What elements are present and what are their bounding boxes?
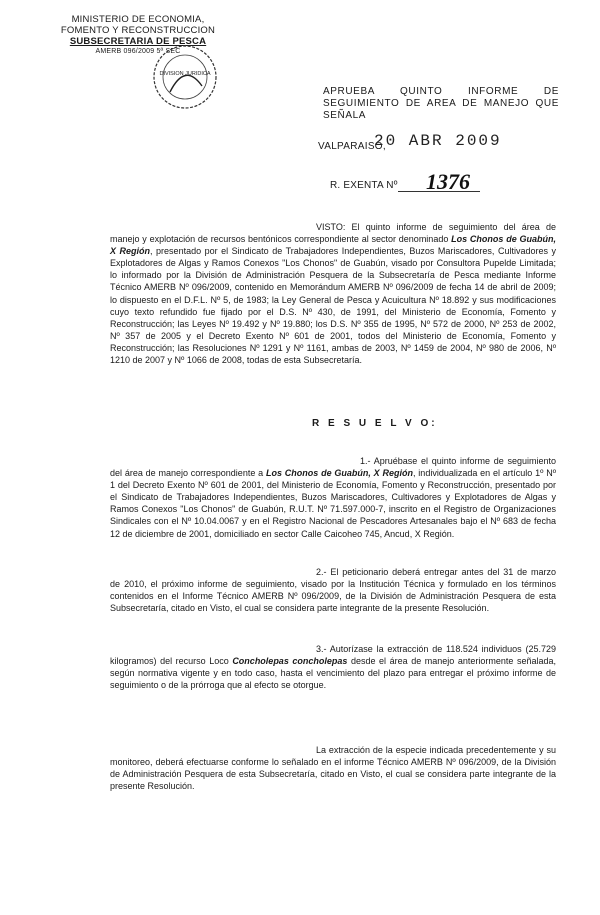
resolution-point-4: La extracción de la especie indicada precedentemente y su monitoreo, deberá efectuarse conforme lo señalado en el informe Técnico AMERB Nº 096/2009, de la División de Administración Pesquera de esta Subsecretaría, citado en Visto, el cual se considera parte integrante de la presente Resolución. (110, 745, 556, 792)
visto-sector: Los Chonos de Guabún, X Región (110, 234, 556, 257)
point-1-rest: , individualizada en el artículo 1º Nº 1 del Decreto Exento Nº 601 de 2001, del Ministerio de Economía, Fomento y Reconstrucción, presentado por el Sindicato de Trabajadores Independientes, Buzos Mariscadores, Cultivadores y Explotadores de Algas y Ramos Conexos "Los Chonos" de Guabún, R.U.T. Nº 71.597.000-7, inscrito en el Registro de Organizaciones Sindicales con el Nº 10.04.0067 y en el Registro Nacional de Pescadores Artesanales bajo el Nº 683 de fecha 12 de diciembre de 2001, domiciliado en sector Calle Caicoheo 745, Ancud, X Región. (110, 468, 556, 539)
resolution-point-3 (110, 643, 556, 691)
point-1-sector: Los Chonos de Guabún, X Región (265, 468, 413, 479)
resuelvo-heading: R E S U E L V O: (312, 418, 438, 429)
point-3-species: Concholepas concholepas (232, 656, 348, 667)
division-juridica-seal (150, 42, 220, 112)
header-ministry-2: FOMENTO Y RECONSTRUCCION (60, 25, 216, 36)
document-title: APRUEBA QUINTO INFORME DE SEGUIMIENTO DE AREA DE MANEJO QUE SEÑALA (323, 86, 559, 121)
visto-rest: , presentado por el Sindicato de Trabajadores Independientes, Buzos Mariscadores, Cultivadores y Explotadores de Algas y Ramos Conexos "Los Chonos" de Guabún, visado por Consultora Pupelde Limitada; lo informado por la División de Administración Pesquera de la Subsecretaría de Pesca mediante Informe Técnico AMERB Nº 096/2009, contenido en Memorándum AMERB Nº 096/2009 de fecha 14 de abril de 2009; lo dispuesto en el D.F.L. Nº 5, de 1983; la Ley General de Pesca y Acuicultura Nº 18.892 y sus modificaciones cuyo texto refundido fue fijado por el D.S. Nº 430, de 1991, del Ministerio de Economía, Fomento y Reconstrucción; las Leyes Nº 19.492 y Nº 19.880; los D.S. Nº 355 de 1995, Nº 572 de 2000, Nº 253 de 2002, Nº 357 de 2005 y el Decreto Exento Nº 601 de 2001, todos del Ministerio de Economía, Fomento y Reconstrucción; las Resoluciones Nº 1291 y Nº 1161, ambas de 2003, Nº 1459 de 2004, Nº 980 de 2006, Nº 1210 de 2007 y Nº 1066 de 2008, todas de esta Subsecretaría. (110, 246, 556, 366)
resolution-point-1 (110, 455, 556, 540)
header-subsecretaria: SUBSECRETARIA DE PESCA (69, 36, 207, 47)
point-3-lead: 3.- Autorízase la extracción de 118.524 individuos (25.729 kilogramos) del recurso Loco (110, 644, 556, 667)
resolution-underline (398, 191, 480, 192)
visto-lead: VISTO: El quinto informe de seguimiento del área de manejo y explotación de recursos bentónicos correspondiente al sector denominado (110, 222, 556, 245)
resolution-point-2: 2.- El peticionario deberá entregar antes del 31 de marzo de 2010, el próximo informe de seguimiento, visado por la Institución Técnica y formulado en los términos contenidos en el Informe Técnico AMERB Nº 096/2009, de la División de Administración Pesquera de esta Subsecretaría, citado en Visto, el cual se considera parte integrante de la presente Resolución. (110, 567, 556, 614)
visto-paragraph (110, 221, 556, 366)
header-reference: AMERB 096/2009 5ª SEC (95, 48, 181, 55)
point-1-lead: 1.- Apruébase el quinto informe de seguimiento del área de manejo correspondiente a (110, 456, 556, 479)
resolution-number: 1376 (426, 169, 470, 194)
header-ministry: MINISTERIO DE ECONOMIA, (71, 14, 205, 25)
place-label: VALPARAISO, (318, 141, 386, 152)
resolution-label: R. EXENTA Nº (330, 180, 398, 191)
date-stamp: 20 ABR 2009 (374, 132, 502, 150)
seal-text: DIVISION JURIDICA (159, 71, 211, 77)
point-3-rest: desde el área de manejo anteriormente señalada, según normativa vigente y en todo caso, hasta el vencimiento del plazo para entregar el próximo informe de seguimiento o de la prórroga que al efecto se otorgue. (110, 656, 556, 691)
